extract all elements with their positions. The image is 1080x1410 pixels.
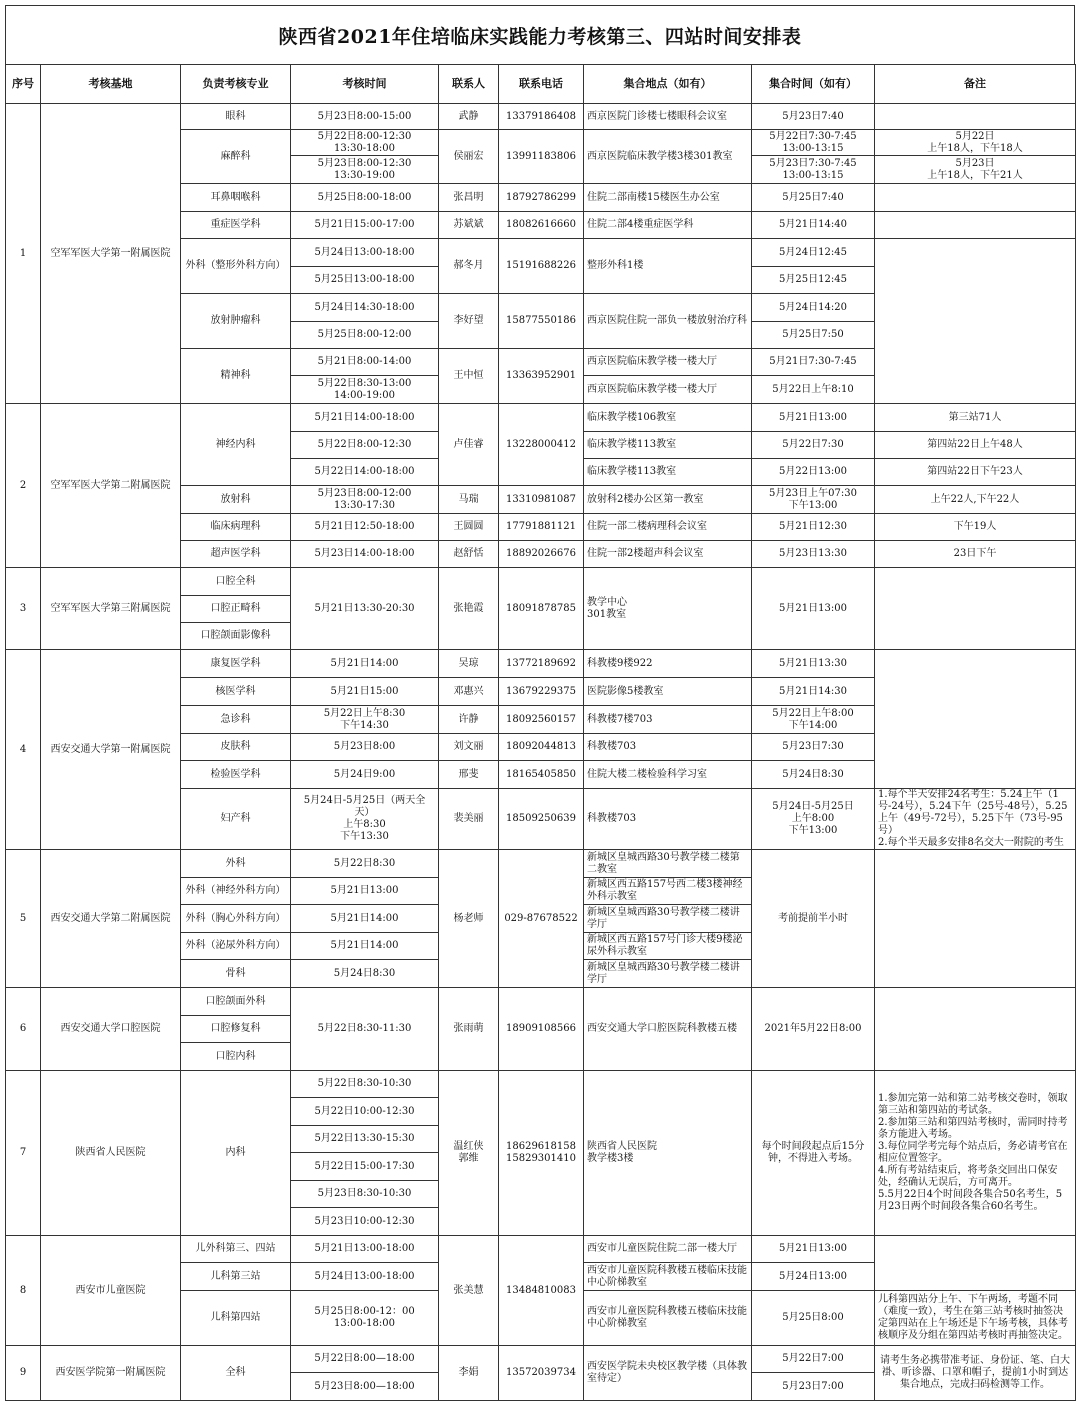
table-cell: 耳鼻咽喉科: [181, 184, 291, 212]
table-cell: 放射肿瘤科: [181, 294, 291, 349]
table-cell: [875, 850, 1076, 988]
table-cell: 5月21日14:00: [291, 905, 439, 933]
table-row: [6, 650, 1076, 678]
table-cell: 15877550186: [499, 294, 584, 349]
table-cell: 西安医学院第一附属医院: [41, 1346, 181, 1401]
table-row: [6, 1346, 1076, 1373]
table-cell: 5月21日14:00-18:00: [291, 404, 439, 432]
table-cell: 新城区西五路157号门诊大楼9楼泌尿外科示教室: [584, 933, 752, 960]
table-row: [6, 1071, 1076, 1098]
table-cell: 精神科: [181, 349, 291, 404]
table-cell: 7: [6, 1071, 41, 1236]
table-cell: 许静: [439, 706, 499, 734]
table-cell: 西安交通大学第一附属医院: [41, 650, 181, 850]
table-row: [6, 850, 1076, 878]
table-cell: 住院一部2楼超声科会议室: [584, 541, 752, 568]
table-cell: 5月25日8:00-18:00: [291, 184, 439, 212]
table-cell: 5月21日13:00-18:00: [291, 1236, 439, 1263]
table-cell: 外科（胸心外科方向）: [181, 905, 291, 933]
table-cell: 5月21日15:00-17:00: [291, 212, 439, 239]
table-cell: 邢斐: [439, 761, 499, 789]
schedule-table: [5, 64, 1076, 1401]
table-cell: 西京医院临床教学楼一楼大厅: [584, 376, 752, 404]
table-cell: 康复医学科: [181, 650, 291, 678]
table-cell: 西安市儿童医院住院二部一楼大厅: [584, 1236, 752, 1263]
table-cell: [875, 650, 1076, 789]
table-cell: 整形外科1楼: [584, 239, 752, 294]
table-cell: 1: [6, 104, 41, 404]
table-cell: 5月23日13:30: [752, 541, 875, 568]
table-cell: 13772189692: [499, 650, 584, 678]
table-cell: 外科（整形外科方向）: [181, 239, 291, 294]
table-cell: 全科: [181, 1346, 291, 1401]
table-cell: 新城区皇城西路30号教学楼二楼讲学厅: [584, 960, 752, 988]
table-cell: 17791881121: [499, 514, 584, 541]
header-cell: 集合地点（如有）: [584, 65, 752, 104]
table-cell: 5月23日8:30-10:30: [291, 1181, 439, 1208]
table-cell: 医院影像5楼教室: [584, 678, 752, 706]
table-cell: 5月21日13:00: [752, 568, 875, 650]
table-cell: 新城区西五路157号西二楼3楼神经外科示教室: [584, 878, 752, 905]
table-cell: 西安交通大学口腔医院: [41, 988, 181, 1071]
table-cell: 5月25日7:50: [752, 322, 875, 349]
table-cell: 第四站22日下午23人: [875, 459, 1076, 486]
table-cell: 外科（泌尿外科方向）: [181, 933, 291, 960]
table-cell: 13679229375: [499, 678, 584, 706]
table-cell: 武静: [439, 104, 499, 130]
table-row: [6, 568, 1076, 596]
table-cell: 妇产科: [181, 789, 291, 850]
table-cell: 杨老师: [439, 850, 499, 988]
table-cell: 3: [6, 568, 41, 650]
table-cell: 5月21日12:50-18:00: [291, 514, 439, 541]
table-cell: 13572039734: [499, 1346, 584, 1401]
table-cell: 5月25日8:00-12：00 13:00-18:00: [291, 1291, 439, 1346]
table-cell: 临床教学楼106教室: [584, 404, 752, 432]
table-cell: 皮肤科: [181, 734, 291, 761]
table-cell: 李娟: [439, 1346, 499, 1401]
table-cell: 13991183806: [499, 130, 584, 184]
header-cell: 联系电话: [499, 65, 584, 104]
table-cell: 13228000412: [499, 404, 584, 486]
table-cell: 5月24日8:30: [752, 761, 875, 789]
table-cell: 张美慧: [439, 1236, 499, 1346]
table-cell: 检验医学科: [181, 761, 291, 789]
table-cell: [875, 988, 1076, 1071]
table-cell: 5月22日7:00: [752, 1346, 875, 1373]
table-cell: 5月22日13:00: [752, 459, 875, 486]
table-cell: 5月23日8:00: [291, 734, 439, 761]
table-cell: 科教楼7楼703: [584, 706, 752, 734]
table-cell: 儿科第四站分上午、下午两场，考题不同（难度一致），考生在第三站考核时抽签决定第四站在上午场还是下午场考核，具体考核顺序及分组在第四站考核时再抽签决定。: [875, 1291, 1076, 1346]
table-cell: 5月21日15:00: [291, 678, 439, 706]
table-cell: 13363952901: [499, 349, 584, 404]
table-cell: 13484810083: [499, 1236, 584, 1346]
schedule-sheet: [5, 5, 1075, 1401]
header-cell: 序号: [6, 65, 41, 104]
table-cell: 张雨萌: [439, 988, 499, 1071]
table-cell: 住院二部南楼15楼医生办公室: [584, 184, 752, 212]
table-cell: 外科: [181, 850, 291, 878]
table-cell: 骨科: [181, 960, 291, 988]
table-cell: 急诊科: [181, 706, 291, 734]
header-cell: 负责考核专业: [181, 65, 291, 104]
table-cell: [875, 212, 1076, 239]
header-row: [6, 65, 1076, 104]
header-cell: 联系人: [439, 65, 499, 104]
table-cell: 029-87678522: [499, 850, 584, 988]
table-cell: 5月23日8:00-12:00 13:30-17:30: [291, 486, 439, 514]
table-cell: 5: [6, 850, 41, 988]
table-cell: 郝冬月: [439, 239, 499, 294]
table-cell: 5月22日上午8:00 下午14:00: [752, 706, 875, 734]
table-cell: 5月22日 上午18人，下午18人: [875, 130, 1076, 156]
table-cell: 苏斌斌: [439, 212, 499, 239]
table-cell: 1.每个半天安排24名考生：5.24上午（1号-24号），5.24下午（25号-48号），5.25上午（49号-72号），5.25下午（73号-95号） 2.每个半天最多安排8名交大一附院的考生: [875, 789, 1076, 850]
table-cell: 张昌明: [439, 184, 499, 212]
table-cell: 每个时间段起点后15分钟，不得进入考场。: [752, 1071, 875, 1236]
table-cell: 5月22日10:00-12:30: [291, 1098, 439, 1126]
table-cell: 空军军医大学第三附属医院: [41, 568, 181, 650]
table-cell: 重症医学科: [181, 212, 291, 239]
table-cell: 赵舒恬: [439, 541, 499, 568]
table-cell: 13310981087: [499, 486, 584, 514]
table-cell: 5月22日8:00—18:00: [291, 1346, 439, 1373]
header-cell: 考核时间: [291, 65, 439, 104]
table-cell: 5月25日8:00-12:00: [291, 322, 439, 349]
table-cell: 18629618158 15829301410: [499, 1071, 584, 1236]
table-cell: 口腔修复科: [181, 1016, 291, 1043]
table-cell: 5月24日14:20: [752, 294, 875, 322]
table-cell: 5月22日8:30-13:00 14:00-19:00: [291, 376, 439, 404]
table-cell: 5月21日13:00: [752, 404, 875, 432]
table-cell: 西安市儿童医院科教楼五楼临床技能中心阶梯教室: [584, 1263, 752, 1291]
table-cell: 陕西省人民医院: [41, 1071, 181, 1236]
table-cell: 空军军医大学第一附属医院: [41, 104, 181, 404]
table-cell: 5月22日8:00-12:30: [291, 432, 439, 459]
table-cell: 科教楼703: [584, 734, 752, 761]
table-cell: 5月22日7:30-7:45 13:00-13:15: [752, 130, 875, 156]
table-cell: 刘文丽: [439, 734, 499, 761]
table-row: [6, 988, 1076, 1016]
table-cell: 眼科: [181, 104, 291, 130]
table-cell: 5月22日8:00-12:30 13:30-18:00: [291, 130, 439, 156]
table-cell: 5月23日7:40: [752, 104, 875, 130]
table-cell: 5月21日14:30: [752, 678, 875, 706]
table-cell: 23日下午: [875, 541, 1076, 568]
table-cell: 5月21日13:30: [752, 650, 875, 678]
table-cell: 临床教学楼113教室: [584, 459, 752, 486]
page-title: 陕西省2021年住培临床实践能力考核第三、四站时间安排表: [5, 5, 1075, 64]
table-cell: 口腔全科: [181, 568, 291, 596]
table-cell: 教学中心 301教室: [584, 568, 752, 650]
table-cell: 5月21日7:30-7:45: [752, 349, 875, 376]
table-cell: 6: [6, 988, 41, 1071]
table-cell: 第四站22日上午48人: [875, 432, 1076, 459]
table-cell: 5月23日8:00-12:30 13:30-19:00: [291, 156, 439, 184]
table-cell: 18091878785: [499, 568, 584, 650]
table-cell: 口腔颌面影像科: [181, 623, 291, 650]
table-cell: 邓惠兴: [439, 678, 499, 706]
table-cell: 住院二部4楼重症医学科: [584, 212, 752, 239]
table-cell: 温红侠 郭维: [439, 1071, 499, 1236]
table-cell: 5月21日13:00: [291, 878, 439, 905]
table-cell: 第三站71人: [875, 404, 1076, 432]
table-cell: 吴琼: [439, 650, 499, 678]
table-cell: [875, 1236, 1076, 1291]
table-cell: 4: [6, 650, 41, 850]
table-cell: 5月21日8:00-14:00: [291, 349, 439, 376]
table-cell: 西京医院临床教学楼3楼301教室: [584, 130, 752, 184]
table-cell: 新城区皇城西路30号教学楼二楼讲学厅: [584, 905, 752, 933]
table-cell: 超声医学科: [181, 541, 291, 568]
table-cell: 5月22日上午8:30 下午14:30: [291, 706, 439, 734]
table-cell: 王中恒: [439, 349, 499, 404]
table-cell: 卢佳睿: [439, 404, 499, 486]
table-cell: 5月24日8:30: [291, 960, 439, 988]
table-cell: [875, 568, 1076, 650]
table-row: [6, 1236, 1076, 1263]
table-cell: 5月22日15:00-17:30: [291, 1153, 439, 1181]
table-cell: 5月21日13:30-20:30: [291, 568, 439, 650]
table-cell: 13379186408: [499, 104, 584, 130]
table-cell: 5月23日8:00—18:00: [291, 1373, 439, 1401]
table-cell: 5月22日14:00-18:00: [291, 459, 439, 486]
table-cell: 西京医院临床教学楼一楼大厅: [584, 349, 752, 376]
table-cell: 空军军医大学第二附属医院: [41, 404, 181, 568]
table-cell: [875, 104, 1076, 130]
table-cell: 5月23日8:00-15:00: [291, 104, 439, 130]
table-cell: 5月21日14:00: [291, 650, 439, 678]
table-cell: 王圆圆: [439, 514, 499, 541]
table-cell: 5月22日7:30: [752, 432, 875, 459]
table-cell: 西安交通大学第二附属医院: [41, 850, 181, 988]
table-cell: 18092560157: [499, 706, 584, 734]
table-cell: 儿科第四站: [181, 1291, 291, 1346]
table-cell: 放射科: [181, 486, 291, 514]
table-cell: 5月23日7:30-7:45 13:00-13:15: [752, 156, 875, 184]
table-cell: 裴美丽: [439, 789, 499, 850]
table-cell: 1.参加完第一站和第二站考核交卷时，领取第三站和第四站的考试条。 2.参加第三站和第四站考核时，需同时持考条方能进入考场。 3.每位同学考完每个站点后，务必请考官在相应位置签字。 4.所有考站结束后，将考条交回出口保安处，经确认无误后，方可离开。 5.5月22日4个时间段各集合50名考生，5月23日两个时间段各集合60名考生。: [875, 1071, 1076, 1236]
schedule-body: [6, 104, 1076, 1401]
table-cell: 5月23日10:00-12:30: [291, 1208, 439, 1236]
table-row: [6, 104, 1076, 130]
table-cell: 9: [6, 1346, 41, 1401]
table-cell: 口腔内科: [181, 1043, 291, 1071]
table-cell: 口腔正畸科: [181, 596, 291, 623]
table-cell: 张艳霞: [439, 568, 499, 650]
table-cell: 2: [6, 404, 41, 568]
table-cell: 5月22日上午8:10: [752, 376, 875, 404]
table-cell: 5月24日12:45: [752, 239, 875, 267]
table-cell: 临床教学楼113教室: [584, 432, 752, 459]
table-cell: 西安市儿童医院: [41, 1236, 181, 1346]
table-cell: 18792786299: [499, 184, 584, 212]
table-cell: 5月25日8:00: [752, 1291, 875, 1346]
table-cell: 麻醉科: [181, 130, 291, 184]
table-cell: 临床病理科: [181, 514, 291, 541]
table-cell: 西京医院住院一部负一楼放射治疗科: [584, 294, 752, 349]
table-cell: 5月24日13:00: [752, 1263, 875, 1291]
header-cell: 集合时间（如有）: [752, 65, 875, 104]
table-cell: 5月23日14:00-18:00: [291, 541, 439, 568]
table-cell: 5月23日7:30: [752, 734, 875, 761]
table-cell: 18509250639: [499, 789, 584, 850]
table-cell: 侯丽宏: [439, 130, 499, 184]
table-cell: 神经内科: [181, 404, 291, 486]
table-cell: 5月22日13:30-15:30: [291, 1126, 439, 1153]
table-cell: 2021年5月22日8:00: [752, 988, 875, 1071]
table-cell: 口腔颌面外科: [181, 988, 291, 1016]
table-cell: 5月24日13:00-18:00: [291, 1263, 439, 1291]
table-cell: 5月25日12:45: [752, 267, 875, 294]
table-cell: 5月23日7:00: [752, 1373, 875, 1401]
table-cell: 儿科第三站: [181, 1263, 291, 1291]
table-cell: 马瑞: [439, 486, 499, 514]
table-row: [6, 404, 1076, 432]
table-cell: 科教楼9楼922: [584, 650, 752, 678]
table-cell: 15191688226: [499, 239, 584, 294]
header-cell: 考核基地: [41, 65, 181, 104]
table-cell: 5月24日9:00: [291, 761, 439, 789]
table-cell: 考前提前半小时: [752, 850, 875, 988]
table-cell: 放射科2楼办公区第一教室: [584, 486, 752, 514]
table-cell: 李好望: [439, 294, 499, 349]
table-cell: 西安医学院未央校区教学楼（具体教室待定）: [584, 1346, 752, 1401]
table-cell: 18892026676: [499, 541, 584, 568]
table-cell: 西京医院门诊楼七楼眼科会议室: [584, 104, 752, 130]
table-cell: 5月21日13:00: [752, 1236, 875, 1263]
table-cell: 5月24日-5月25日 上午8:00 下午13:00: [752, 789, 875, 850]
table-cell: 内科: [181, 1071, 291, 1236]
table-cell: [875, 239, 1076, 404]
table-cell: 5月21日14:00: [291, 933, 439, 960]
table-cell: 5月24日-5月25日（两天全天） 上午8:30 下午13:30: [291, 789, 439, 850]
table-cell: 5月24日13:00-18:00: [291, 239, 439, 267]
table-cell: 18082616660: [499, 212, 584, 239]
table-cell: 外科（神经外科方向）: [181, 878, 291, 905]
table-cell: 5月22日8:30-10:30: [291, 1071, 439, 1098]
table-cell: 5月22日8:30: [291, 850, 439, 878]
table-cell: 5月21日14:40: [752, 212, 875, 239]
header-cell: 备注: [875, 65, 1076, 104]
table-cell: [875, 184, 1076, 212]
table-cell: 上午22人,下午22人: [875, 486, 1076, 514]
table-cell: 住院一部二楼病理科会议室: [584, 514, 752, 541]
table-cell: 5月25日7:40: [752, 184, 875, 212]
table-cell: 5月23日上午07:30 下午13:00: [752, 486, 875, 514]
table-cell: 18909108566: [499, 988, 584, 1071]
table-cell: 新城区皇城西路30号教学楼二楼第二教室: [584, 850, 752, 878]
table-cell: 18165405850: [499, 761, 584, 789]
table-cell: 5月24日14:30-18:00: [291, 294, 439, 322]
table-cell: 核医学科: [181, 678, 291, 706]
table-cell: 陕西省人民医院 教学楼3楼: [584, 1071, 752, 1236]
table-cell: 科教楼703: [584, 789, 752, 850]
table-cell: 住院大楼二楼检验科学习室: [584, 761, 752, 789]
table-cell: 5月22日8:30-11:30: [291, 988, 439, 1071]
table-cell: 儿外科第三、四站: [181, 1236, 291, 1263]
table-cell: 下午19人: [875, 514, 1076, 541]
table-cell: 西安交通大学口腔医院科教楼五楼: [584, 988, 752, 1071]
table-cell: 5月21日12:30: [752, 514, 875, 541]
table-cell: 18092044813: [499, 734, 584, 761]
table-cell: 西安市儿童医院科教楼五楼临床技能中心阶梯教室: [584, 1291, 752, 1346]
table-cell: 8: [6, 1236, 41, 1346]
table-cell: 请考生务必携带准考证、身份证、笔、白大褂、听诊器、口罩和帽子，提前1小时到达集合地点，完成扫码检测等工作。: [875, 1346, 1076, 1401]
table-cell: 5月23日 上午18人，下午21人: [875, 156, 1076, 184]
table-cell: 5月25日13:00-18:00: [291, 267, 439, 294]
